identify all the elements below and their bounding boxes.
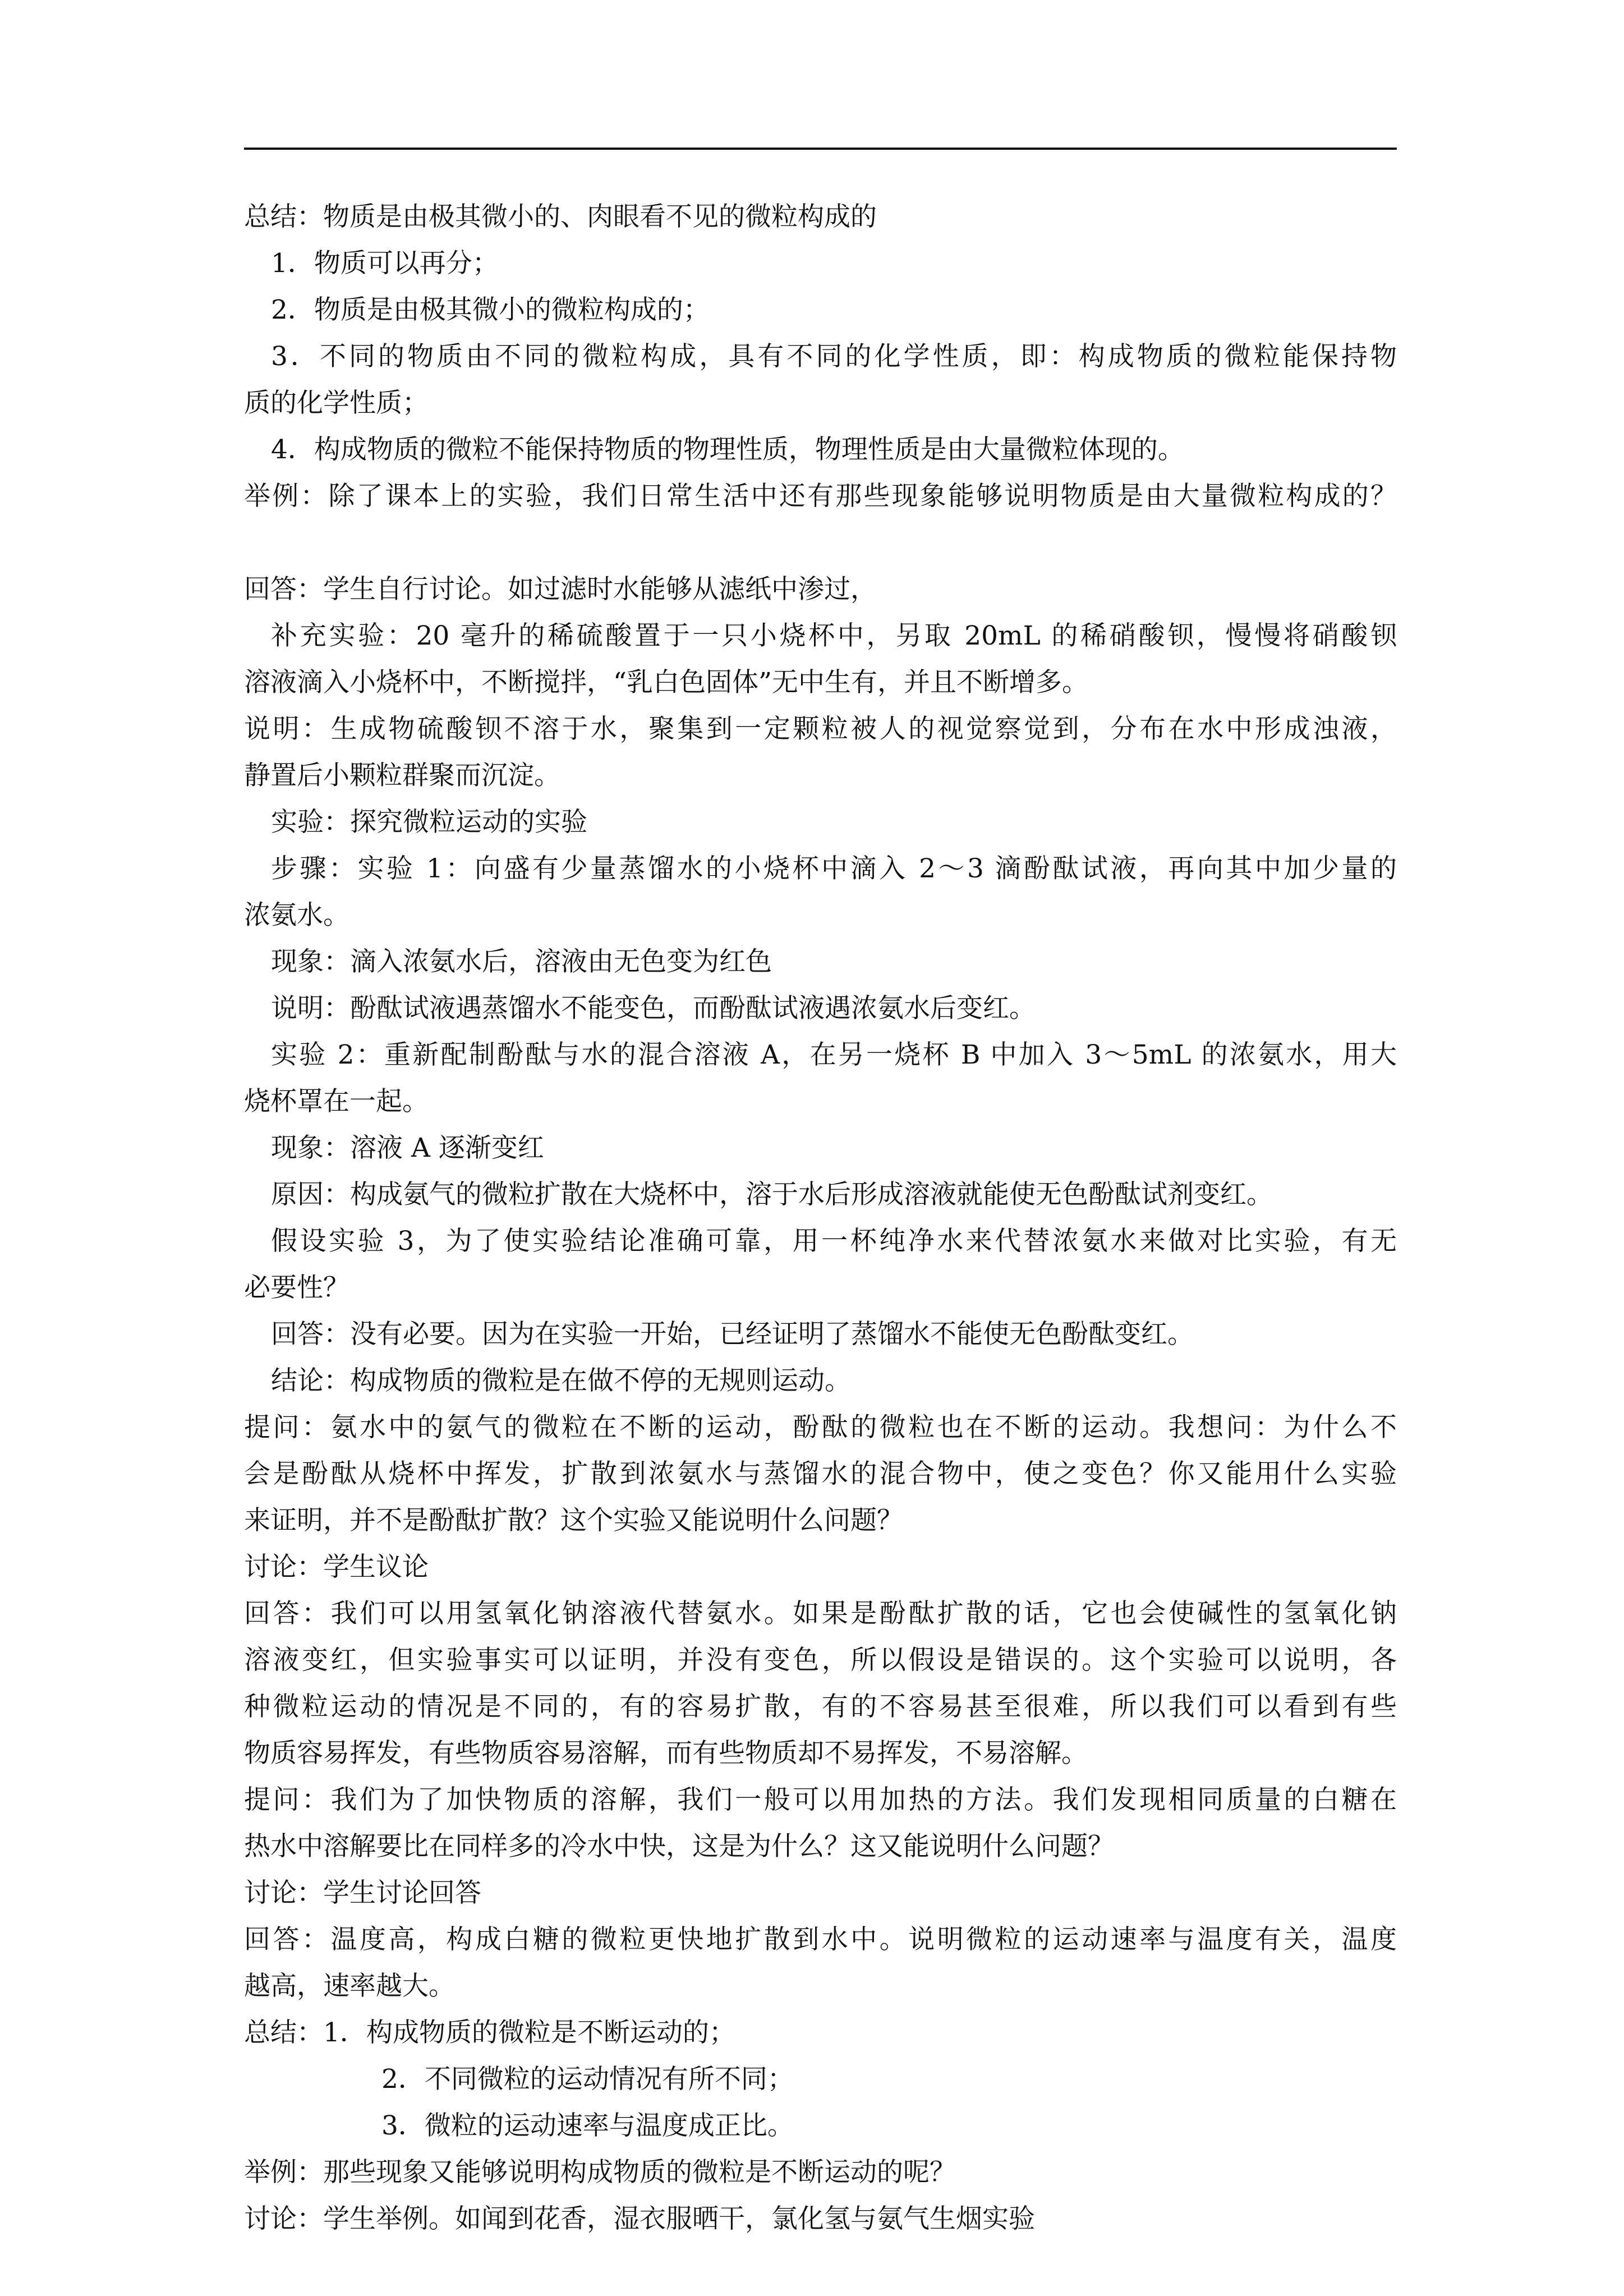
text-line: 说明：酚酞试液遇蒸馏水不能变色，而酚酞试液遇浓氨水后变红。 <box>271 993 1036 1024</box>
text-line: 2．物质是由极其微小的微粒构成的； <box>271 295 710 325</box>
text-line: 热水中溶解要比在同样多的冷水中快，这是为什么？这又能说明什么问题？ <box>244 1831 1114 1862</box>
text-line: 回答：温度高，构成白糖的微粒更快地扩散到水中。说明微粒的运动速率与温度有关，温度 <box>244 1924 1397 1955</box>
text-line: 讨论：学生讨论回答 <box>244 1878 481 1908</box>
text-line: 4．构成物质的微粒不能保持物质的物理性质，物理性质是由大量微粒体现的。 <box>271 434 1184 465</box>
text-line: 烧杯罩在一起。 <box>244 1086 429 1117</box>
text-line: 现象：溶液 A 逐渐变红 <box>271 1133 544 1163</box>
text-line: 举例：除了课本上的实验，我们日常生活中还有那些现象能够说明物质是由大量微粒构成的？ <box>244 481 1397 512</box>
text-line: 补充实验：20 毫升的稀硫酸置于一只小烧杯中，另取 20mL 的稀硝酸钡，慢慢将硝酸钡 <box>271 620 1397 651</box>
text-line: 讨论：学生举例。如闻到花香，湿衣服晒干，氯化氢与氨气生烟实验 <box>244 2203 1035 2234</box>
header-rule <box>244 148 1397 150</box>
text-line: 说明：生成物硫酸钡不溶于水，聚集到一定颗粒被人的视觉察觉到，分布在水中形成浊液， <box>244 714 1397 744</box>
text-line: 越高，速率越大。 <box>244 1971 455 2001</box>
text-line: 质的化学性质； <box>244 388 429 418</box>
text-line: 回答：我们可以用氢氧化钠溶液代替氨水。如果是酚酞扩散的话，它也会使碱性的氢氧化钠 <box>244 1598 1397 1629</box>
text-line: 讨论：学生议论 <box>244 1552 429 1582</box>
text-line: 浓氨水。 <box>244 900 349 931</box>
text-line: 必要性？ <box>244 1272 349 1303</box>
text-line: 种微粒运动的情况是不同的，有的容易扩散，有的不容易甚至很难，所以我们可以看到有些 <box>244 1691 1397 1722</box>
text-line: 实验：探究微粒运动的实验 <box>271 807 587 838</box>
text-line: 现象：滴入浓氨水后，溶液由无色变为红色 <box>271 946 772 977</box>
text-line: 2．不同微粒的运动情况有所不同； <box>381 2064 794 2095</box>
text-line: 步骤：实验 1：向盛有少量蒸馏水的小烧杯中滴入 2～3 滴酚酞试液，再向其中加少量的 <box>271 853 1397 884</box>
text-line: 物质容易挥发，有些物质容易溶解，而有些物质却不易挥发，不易溶解。 <box>244 1738 1088 1769</box>
text-line: 溶液变红，但实验事实可以证明，并没有变色，所以假设是错误的。这个实验可以说明，各 <box>244 1645 1397 1676</box>
document-body <box>244 194 1397 2242</box>
text-line: 会是酚酞从烧杯中挥发，扩散到浓氨水与蒸馏水的混合物中，使之变色？你又能用什么实验 <box>244 1458 1397 1489</box>
blank-line <box>244 519 1397 566</box>
text-line: 静置后小颗粒群聚而沉淀。 <box>244 760 560 791</box>
text-line: 假设实验 3，为了使实验结论准确可靠，用一杯纯净水来代替浓氨水来做对比实验，有无 <box>271 1226 1397 1257</box>
text-line: 总结：物质是由极其微小的、肉眼看不见的微粒构成的 <box>244 201 877 232</box>
text-line: 实验 2：重新配制酚酞与水的混合溶液 A，在另一烧杯 B 中加入 3～5mL 的浓氨水，用大 <box>271 1039 1397 1070</box>
text-line: 原因：构成氨气的微粒扩散在大烧杯中，溶于水后形成溶液就能使无色酚酞试剂变红。 <box>271 1179 1273 1210</box>
text-line: 提问：我们为了加快物质的溶解，我们一般可以用加热的方法。我们发现相同质量的白糖在 <box>244 1784 1397 1815</box>
text-line: 来证明，并不是酚酞扩散？这个实验又能说明什么问题？ <box>244 1505 903 1536</box>
text-line: 回答：没有必要。因为在实验一开始，已经证明了蒸馏水不能使无色酚酞变红。 <box>271 1319 1194 1350</box>
text-line: 回答：学生自行讨论。如过滤时水能够从滤纸中渗过， <box>244 574 877 605</box>
text-line: 溶液滴入小烧杯中，不断搅拌，“乳白色固体”无中生有，并且不断增多。 <box>244 667 1089 698</box>
text-line: 结论：构成物质的微粒是在做不停的无规则运动。 <box>271 1365 851 1396</box>
text-line: 举例：那些现象又能够说明构成物质的微粒是不断运动的呢？ <box>244 2157 956 2188</box>
text-line: 3．不同的物质由不同的微粒构成，具有不同的化学性质，即：构成物质的微粒能保持物 <box>271 341 1397 372</box>
text-line: 3．微粒的运动速率与温度成正比。 <box>381 2110 794 2141</box>
text-line: 提问：氨水中的氨气的微粒在不断的运动，酚酞的微粒也在不断的运动。我想问：为什么不 <box>244 1412 1397 1443</box>
text-line: 1．物质可以再分； <box>271 248 499 279</box>
text-line: 总结：1．构成物质的微粒是不断运动的； <box>244 2017 735 2048</box>
